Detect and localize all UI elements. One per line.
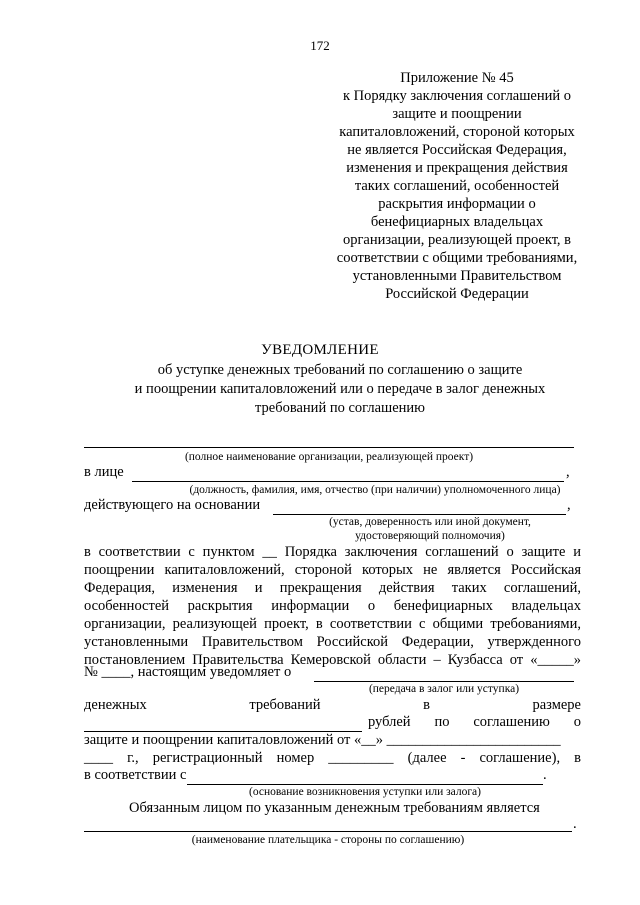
appendix-line: бенефициарных владельцах <box>370 214 544 230</box>
accord-label: в соответствии с <box>84 767 187 783</box>
body-line: организации, реализующей проект, в соответствии с общими требованиями, <box>84 616 581 632</box>
registration-line: ____ г., регистрационный номер _________ (далее - соглашение), в <box>84 750 581 766</box>
org-name-field[interactable] <box>84 447 574 448</box>
subtitle-line: и поощрении капиталовложений или о передаче в залог денежных <box>134 381 546 397</box>
appendix-line: организации, реализующей проект, в <box>342 232 572 248</box>
payer-caption: (наименование плательщика - стороны по соглашению) <box>191 834 465 846</box>
payer-field[interactable] <box>84 831 572 832</box>
pledge-or-assignment-field[interactable] <box>314 681 574 682</box>
basis-caption-2: удостоверяющий полномочия) <box>355 530 505 542</box>
ground-caption: (основание возникновения уступки или залога) <box>249 786 481 798</box>
body-line: установленными Правительством Российской Федерации, утвержденного <box>84 634 581 650</box>
period: . <box>573 816 577 832</box>
appendix-line: Российской Федерации <box>385 286 529 302</box>
appendix-line: таких соглашений, особенностей <box>354 178 560 194</box>
period: . <box>543 767 547 783</box>
comma: , <box>567 497 571 513</box>
appendix-line: капиталовложений, стороной которых <box>339 124 575 140</box>
appendix-line: Приложение № 45 <box>400 70 514 86</box>
position-caption: (должность, фамилия, имя, отчество (при наличии) уполномоченного лица) <box>189 484 561 496</box>
body-line: Федерация, изменения и прекращения действия таких соглашений, <box>84 580 581 596</box>
basis-field[interactable] <box>273 514 566 515</box>
appendix-line: раскрытия информации о <box>378 196 536 212</box>
appendix-line: защите и поощрении <box>392 106 522 122</box>
appendix-line: к Порядку заключения соглашений о <box>343 88 571 104</box>
body-line: особенностей раскрытия информации о бенефициарных владельцах <box>84 598 581 614</box>
subtitle-line: об уступке денежных требований по соглашению о защите <box>157 362 523 378</box>
body-line: постановлением Правительства Кемеровской области – Кузбасса от «_____» <box>84 652 581 668</box>
body-line: в соответствии с пунктом __ Порядка заключения соглашений о защите и <box>84 544 581 560</box>
notify-line: № ____, настоящим уведомляет о <box>84 664 292 680</box>
acting-label: действующего на основании <box>84 497 261 513</box>
claims-word: денежных <box>84 697 147 713</box>
appendix-line: не является Российская Федерация, <box>347 142 567 158</box>
rubles-tail <box>368 714 581 731</box>
claims-word: в <box>423 697 430 713</box>
representative-field[interactable] <box>132 481 564 482</box>
subtitle-line: требований по соглашению <box>255 400 425 416</box>
page-number: 172 <box>310 38 330 53</box>
obliged-line: Обязанным лицом по указанным денежным требованиям является <box>129 800 540 816</box>
claims-word: размере <box>532 697 581 713</box>
claims-word: требований <box>249 697 321 713</box>
in-person-label: в лице <box>84 464 124 480</box>
pledge-caption: (передача в залог или уступка) <box>368 683 520 695</box>
basis-caption-1: (устав, доверенность или иной документ, <box>329 516 531 528</box>
appendix-heading <box>322 69 592 303</box>
appendix-line: установленными Правительством <box>352 268 562 284</box>
body-line: поощрении капиталовложений, стороной которых не является Российская <box>84 562 581 578</box>
document-subtitle <box>90 361 590 418</box>
appendix-line: соответствии с общими требованиями, <box>336 250 578 266</box>
comma: , <box>566 464 570 480</box>
ground-field[interactable] <box>187 784 543 785</box>
appendix-line: изменения и прекращения действия <box>346 160 568 176</box>
org-name-caption: (полное наименование организации, реализующей проект) <box>184 451 474 463</box>
claims-line <box>84 697 581 714</box>
document-title: УВЕДОМЛЕНИЕ <box>261 342 379 358</box>
rubles-text: рублей по соглашению о <box>368 714 581 730</box>
agreement-date-line: защите и поощрении капиталовложений от «__» ________________________ <box>84 732 561 748</box>
